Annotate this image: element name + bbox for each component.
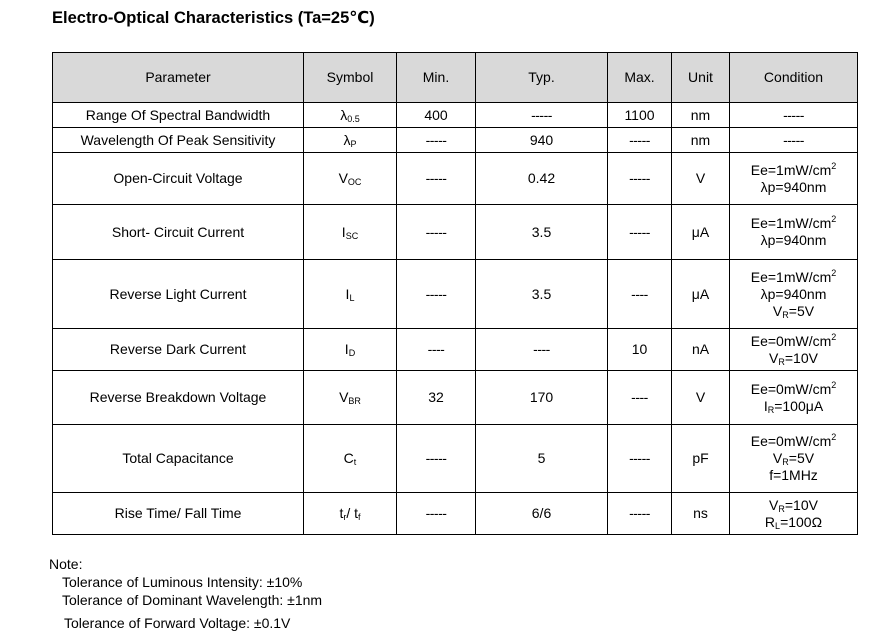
cell-symbol: $C_t$ <box>304 425 397 493</box>
cell-parameter: Short- Circuit Current <box>53 205 304 260</box>
cell-condition: $Ee=1mW/cm^2$ λp=940nm $V_R=5V$ <box>730 260 858 329</box>
electro-optical-table <box>52 52 858 535</box>
cell-symbol: $V_{OC}$ <box>304 153 397 205</box>
cell-condition: $Ee=0mW/cm^2$ $V_R=10V$ <box>730 329 858 371</box>
cell-unit: nm <box>672 128 730 153</box>
cell-max: ----- <box>608 153 672 205</box>
cell-symbol: $I_D$ <box>304 329 397 371</box>
header-typ: Typ. <box>476 53 608 103</box>
cell-min: 32 <box>397 371 476 425</box>
cell-min: 400 <box>397 103 476 128</box>
cell-condition: ----- <box>730 128 858 153</box>
table-row <box>53 205 858 260</box>
cell-unit: V <box>672 371 730 425</box>
table-row <box>53 371 858 425</box>
table-row <box>53 153 858 205</box>
cell-typ: 940 <box>476 128 608 153</box>
cell-min: ----- <box>397 153 476 205</box>
cell-symbol: $V_{BR}$ <box>304 371 397 425</box>
cell-max: ---- <box>608 371 672 425</box>
note-line: Tolerance of Dominant Wavelength: ±1nm <box>62 592 323 608</box>
cell-condition: $Ee=1mW/cm^2$ λp=940nm <box>730 205 858 260</box>
cell-condition: $V_R=10V$ $R_L=100\Omega$ <box>730 493 858 535</box>
cell-typ: 6/6 <box>476 493 608 535</box>
cell-max: ----- <box>608 128 672 153</box>
cell-symbol: $I_L$ <box>304 260 397 329</box>
page-title: Electro-Optical Characteristics (Ta=25℃) <box>52 9 375 27</box>
cell-min: ----- <box>397 425 476 493</box>
cell-typ: 0.42 <box>476 153 608 205</box>
header-symbol: Symbol <box>304 53 397 103</box>
cell-typ: ----- <box>476 103 608 128</box>
note-line: Tolerance of Luminous Intensity: ±10% <box>62 574 303 590</box>
cell-unit: nA <box>672 329 730 371</box>
cell-typ: ---- <box>476 329 608 371</box>
cell-unit: μA <box>672 260 730 329</box>
cell-parameter: Reverse Dark Current <box>53 329 304 371</box>
notes-section <box>49 555 322 632</box>
cell-symbol: $\lambda_{0.5}$ <box>304 103 397 128</box>
cell-min: ----- <box>397 128 476 153</box>
cell-min: ----- <box>397 205 476 260</box>
cell-max: ---- <box>608 260 672 329</box>
cell-typ: 170 <box>476 371 608 425</box>
note-line: Tolerance of Forward Voltage: ±0.1V <box>64 615 291 631</box>
cell-max: ----- <box>608 493 672 535</box>
table-header-row <box>53 53 858 103</box>
cell-condition: $Ee=0mW/cm^2$ $V_R=5V$ f=1MHz <box>730 425 858 493</box>
header-condition: Condition <box>730 53 858 103</box>
cell-min: ----- <box>397 260 476 329</box>
cell-parameter: Reverse Breakdown Voltage <box>53 371 304 425</box>
cell-parameter: Rise Time/ Fall Time <box>53 493 304 535</box>
cell-unit: nm <box>672 103 730 128</box>
cell-typ: 3.5 <box>476 260 608 329</box>
cell-unit: ns <box>672 493 730 535</box>
header-parameter: Parameter <box>53 53 304 103</box>
cell-unit: V <box>672 153 730 205</box>
cell-parameter: Reverse Light Current <box>53 260 304 329</box>
table-row <box>53 493 858 535</box>
note-heading: Note: <box>49 556 83 572</box>
cell-symbol: $I_{SC}$ <box>304 205 397 260</box>
cell-symbol: $\lambda_P$ <box>304 128 397 153</box>
table-row <box>53 103 858 128</box>
header-max: Max. <box>608 53 672 103</box>
cell-condition: ----- <box>730 103 858 128</box>
table-row <box>53 128 858 153</box>
table-row <box>53 329 858 371</box>
cell-unit: pF <box>672 425 730 493</box>
cell-max: ----- <box>608 205 672 260</box>
cell-condition: $Ee=0mW/cm^2$ $I_R=100\mu A$ <box>730 371 858 425</box>
cell-max: 1100 <box>608 103 672 128</box>
table-row <box>53 425 858 493</box>
cell-typ: 3.5 <box>476 205 608 260</box>
cell-parameter: Total Capacitance <box>53 425 304 493</box>
cell-parameter: Open-Circuit Voltage <box>53 153 304 205</box>
cell-typ: 5 <box>476 425 608 493</box>
cell-parameter: Range Of Spectral Bandwidth <box>53 103 304 128</box>
cell-max: ----- <box>608 425 672 493</box>
cell-unit: μA <box>672 205 730 260</box>
cell-max: 10 <box>608 329 672 371</box>
cell-min: ---- <box>397 329 476 371</box>
cell-min: ----- <box>397 493 476 535</box>
table-row <box>53 260 858 329</box>
header-unit: Unit <box>672 53 730 103</box>
header-min: Min. <box>397 53 476 103</box>
cell-parameter: Wavelength Of Peak Sensitivity <box>53 128 304 153</box>
cell-symbol: $t_r/$ $t_f$ <box>304 493 397 535</box>
cell-condition: $Ee=1mW/cm^2$ λp=940nm <box>730 153 858 205</box>
